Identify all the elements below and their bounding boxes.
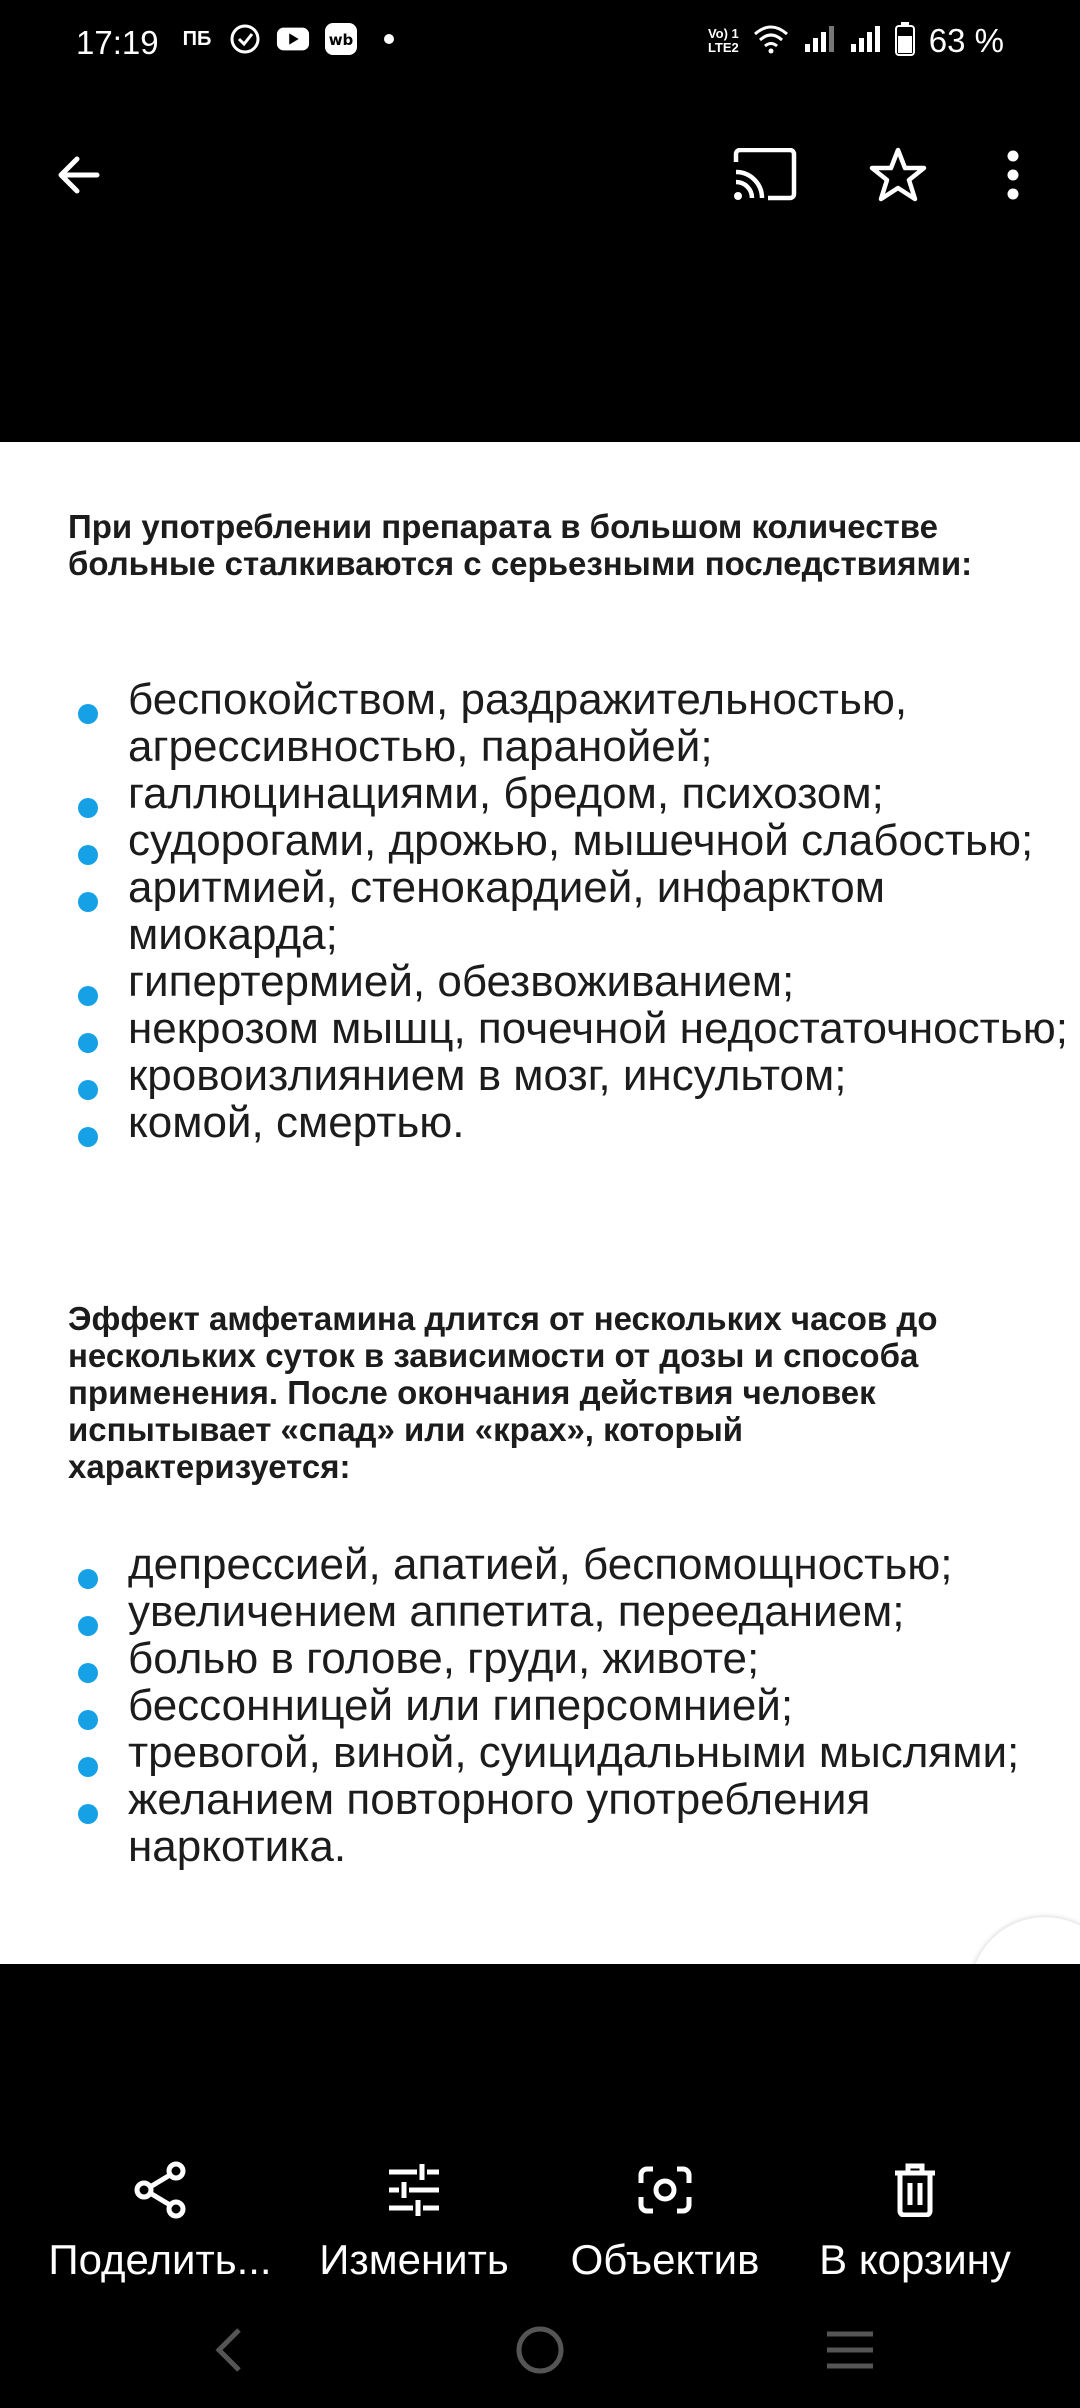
youtube-icon [276, 22, 310, 56]
list-consequences [0, 676, 1080, 1146]
nav-back-icon [213, 2327, 243, 2373]
edit-label: Изменить [319, 2236, 509, 2283]
cast-button[interactable] [715, 125, 815, 225]
bullet-icon [78, 845, 98, 865]
wb-app-icon [324, 22, 358, 56]
edit-button[interactable] [289, 2150, 539, 2284]
wifi-icon [753, 24, 789, 58]
nav-home-icon [515, 2325, 565, 2375]
list-item [0, 1635, 1080, 1682]
list-item [0, 864, 1080, 958]
list-item [0, 1541, 1080, 1588]
status-right [708, 22, 1004, 60]
pb-indicator: ПБ [182, 27, 212, 50]
list-item-text: некрозом мышц, почечной недостаточностью; [128, 1004, 1068, 1053]
list-item [0, 676, 1080, 770]
back-button[interactable] [27, 125, 127, 225]
bullet-icon [78, 1710, 98, 1730]
list-item [0, 1776, 1080, 1870]
bullet-icon [78, 798, 98, 818]
list-item-text: беспокойством, раздражительностью, агрессивностью, паранойей; [128, 675, 908, 771]
list-item [0, 1682, 1080, 1729]
list-item-text: галлюцинациями, бредом, психозом; [128, 769, 884, 818]
more-vert-icon [1005, 150, 1021, 200]
tune-icon [387, 2164, 441, 2216]
share-label: Поделить... [48, 2236, 272, 2283]
status-bar [0, 0, 1080, 90]
lens-button[interactable] [540, 2150, 790, 2284]
list-item [0, 958, 1080, 1005]
list-item-text: депрессией, апатией, беспомощностью; [128, 1540, 953, 1589]
list-crash [0, 1541, 1080, 1870]
status-left-icons [180, 22, 406, 56]
document-image[interactable] [0, 442, 1080, 1964]
system-nav-bar [0, 2310, 1080, 2390]
list-item [0, 817, 1080, 864]
star-icon [869, 147, 927, 203]
nav-recents-button[interactable] [800, 2310, 900, 2390]
svg-text:wb: wb [328, 31, 354, 49]
volte-icon [708, 27, 739, 55]
list-item [0, 1729, 1080, 1776]
lens-icon-wrap [540, 2150, 790, 2230]
battery-icon [895, 22, 915, 60]
bullet-icon [78, 1663, 98, 1683]
bullet-icon [78, 1033, 98, 1053]
list-item-text: желанием повторного употребления наркотика. [128, 1775, 871, 1871]
list-item-text: аритмией, стенокардией, инфарктом миокарда; [128, 863, 885, 959]
lens-label: Объектив [570, 2236, 760, 2283]
volte-label: Vo) 1 [707, 26, 739, 41]
share-icon-wrap [35, 2150, 285, 2230]
favorite-button[interactable] [848, 125, 948, 225]
bullet-icon [78, 1616, 98, 1636]
list-item-text: кровоизлиянием в мозг, инсультом; [128, 1051, 847, 1100]
nav-home-button[interactable] [490, 2310, 590, 2390]
battery-percent: 63 % [928, 22, 1004, 59]
list-item-text: гипертермией, обезвоживанием; [128, 957, 795, 1006]
dot-indicator-icon [372, 22, 406, 56]
lens-icon [637, 2163, 693, 2217]
list-item [0, 1099, 1080, 1146]
paragraph-consequences: При употреблении препарата в большом количестве больные сталкиваются с серьезными последствиями: [68, 508, 973, 582]
check-circle-icon [228, 22, 262, 56]
list-item [0, 770, 1080, 817]
share-icon [132, 2161, 188, 2219]
bullet-icon [78, 986, 98, 1006]
bullet-icon [78, 892, 98, 912]
tune-icon-wrap [289, 2150, 539, 2230]
cropped-text-fragment [56, 442, 416, 450]
share-button[interactable] [35, 2150, 285, 2284]
list-item-text: бессонницей или гиперсомнией; [128, 1681, 794, 1730]
trash-label: В корзину [819, 2236, 1011, 2283]
more-options-button[interactable] [963, 125, 1063, 225]
lte-label: LTE2 [707, 40, 739, 55]
status-time: 17:19 [76, 24, 159, 61]
bottom-action-bar [0, 2150, 1080, 2290]
top-app-bar [0, 110, 1080, 240]
bullet-icon [78, 1757, 98, 1777]
list-item-text: увеличением аппетита, перееданием; [128, 1587, 905, 1636]
list-item [0, 1052, 1080, 1099]
bullet-icon [78, 1127, 98, 1147]
trash-icon [893, 2163, 937, 2217]
list-item [0, 1588, 1080, 1635]
list-item-text: судорогами, дрожью, мышечной слабостью; [128, 816, 1034, 865]
bullet-icon [78, 1080, 98, 1100]
trash-button[interactable] [790, 2150, 1040, 2284]
list-item-text: тревогой, виной, суицидальными мыслями; [128, 1728, 1020, 1777]
list-item-text: болью в голове, груди, животе; [128, 1634, 760, 1683]
trash-icon-wrap [790, 2150, 1040, 2230]
bullet-icon [78, 704, 98, 724]
signal-1-icon [803, 24, 835, 58]
paragraph-effect: Эффект амфетамина длится от нескольких часов до нескольких суток в зависимости от дозы и способа применения. После окончания действия человек испытывает «спад» или «крах», который характеризуется: [68, 1300, 938, 1485]
nav-back-button[interactable] [178, 2310, 278, 2390]
cast-icon [732, 148, 798, 202]
bullet-icon [78, 1804, 98, 1824]
bullet-icon [78, 1569, 98, 1589]
list-item [0, 1005, 1080, 1052]
signal-2-icon [849, 24, 881, 58]
back-arrow-icon [53, 151, 101, 199]
nav-recents-icon [825, 2330, 875, 2370]
list-item-text: комой, смертью. [128, 1098, 465, 1147]
scroll-up-button[interactable] [970, 1917, 1080, 1964]
